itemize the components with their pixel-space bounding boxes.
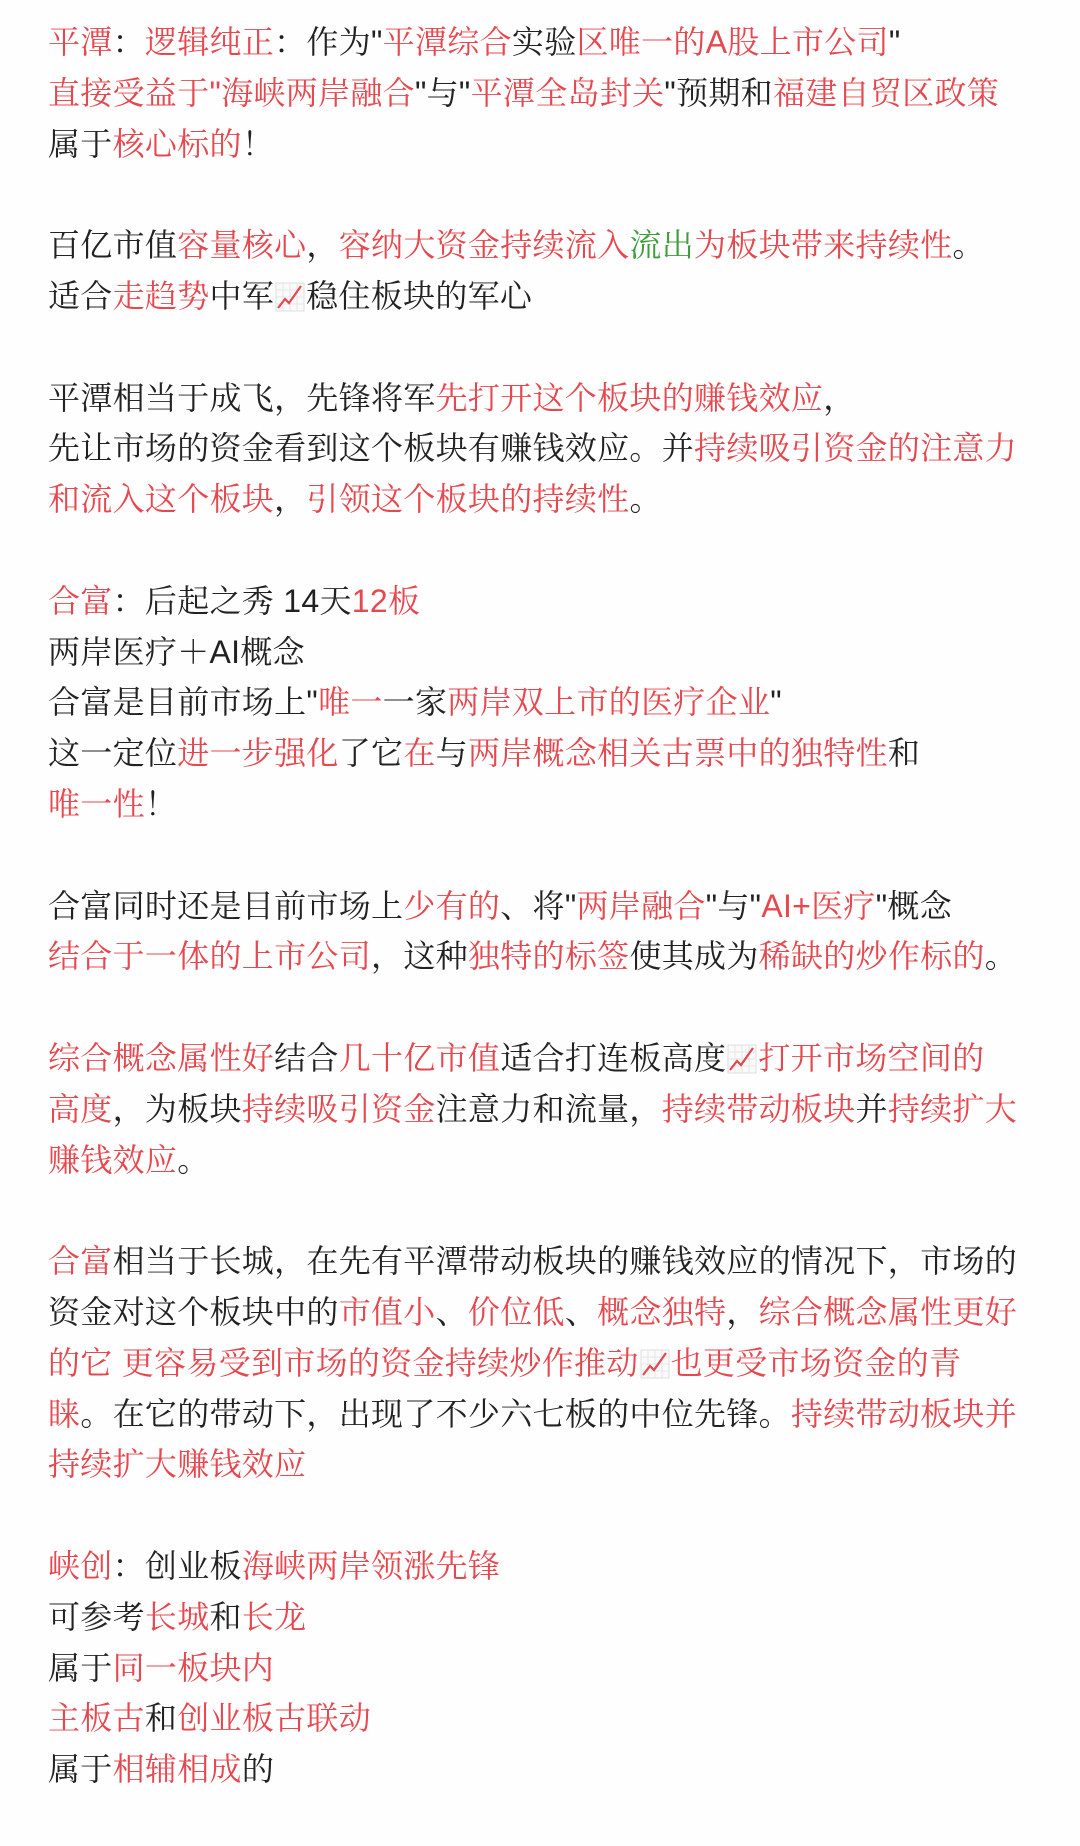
- highlight-text: 容量核心: [177, 227, 307, 264]
- body-text: 和: [144, 1700, 178, 1737]
- text-line: [48, 68, 1038, 119]
- body-text: 相当于长城，在先有平潭带动板块的赚钱效应的情况下，市场的: [112, 1243, 1018, 1280]
- body-text: 了它: [338, 735, 404, 772]
- body-text: 注意力和流量，: [435, 1090, 662, 1127]
- highlight-text: 合富: [48, 582, 113, 619]
- body-text: 属于: [48, 1751, 113, 1788]
- paragraph: [48, 1541, 1038, 1795]
- highlight-text: 主板古: [48, 1700, 145, 1737]
- text-line: [48, 474, 1038, 525]
- body-text: ！: [144, 785, 178, 822]
- body-text: 、: [435, 1293, 468, 1330]
- highlight-text: 持续扩大: [887, 1090, 1018, 1127]
- highlight-text: 逻辑纯正: [144, 24, 275, 60]
- body-text: 一家: [382, 684, 448, 721]
- body-text: ，: [823, 379, 856, 416]
- body-text: 。: [984, 938, 1018, 975]
- text-line: [48, 576, 1038, 627]
- text-line: [48, 1236, 1038, 1287]
- chart-increasing-icon: [727, 1039, 757, 1071]
- body-text: 。在它的带动下，出现了不少六七板的中位先锋。: [80, 1395, 791, 1432]
- highlight-text: 稀缺的炒作标的: [758, 938, 985, 975]
- text-line: [48, 17, 1038, 68]
- text-line: [48, 779, 1038, 830]
- highlight-text: 独特的标签: [467, 938, 630, 975]
- highlight-text: 先打开这个板块的赚钱效应: [435, 379, 824, 416]
- highlight-text: 睐: [48, 1395, 81, 1432]
- body-text: 属于: [48, 125, 113, 162]
- highlight-text: 为板块带来持续性: [694, 227, 953, 264]
- text-line: [48, 627, 1038, 678]
- highlight-text: 持续带动板块并: [790, 1395, 1018, 1432]
- text-line: [48, 1592, 1038, 1643]
- text-line: [48, 728, 1038, 779]
- text-line: [48, 1643, 1038, 1694]
- text-line: [48, 1744, 1038, 1795]
- highlight-text: 综合概念属性更好: [758, 1293, 1018, 1330]
- text-line: [48, 1541, 1038, 1592]
- highlight-text: 海峡两岸领涨先锋: [241, 1547, 501, 1584]
- body-text: ：作为": [274, 24, 383, 60]
- body-text: 。: [952, 227, 985, 264]
- paragraph: [48, 17, 1038, 169]
- body-text: 平潭相当于成飞，先锋将军: [48, 379, 436, 416]
- highlight-text: 持续带动板块: [661, 1090, 856, 1127]
- body-text: 稳住板块的军心: [306, 277, 533, 314]
- highlight-text: 概念独特: [597, 1293, 727, 1330]
- paragraph: [48, 1033, 1038, 1185]
- body-text: 、: [564, 1293, 598, 1330]
- body-text: 、将": [500, 887, 577, 924]
- highlight-text: 平潭全岛封关: [470, 74, 665, 111]
- chart-increasing-icon: [640, 1344, 670, 1376]
- body-text: 和: [887, 735, 921, 772]
- highlight-text: 核心标的: [112, 125, 242, 162]
- text-line: [48, 1287, 1038, 1338]
- body-text: "概念: [875, 887, 953, 924]
- highlight-text: 结合于一体的上市公司: [48, 938, 372, 975]
- body-text: 的: [241, 1751, 275, 1788]
- highlight-text: 容纳大资金持续流入: [338, 227, 630, 264]
- highlight-text: 长龙: [241, 1598, 307, 1635]
- highlight-text: 12板: [351, 582, 421, 619]
- highlight-text: 进一步强化: [177, 735, 339, 772]
- body-text: 和: [209, 1598, 242, 1635]
- body-text: 属于: [48, 1649, 113, 1686]
- highlight-text: 唯一: [318, 684, 383, 721]
- body-text: ": [770, 684, 782, 721]
- text-line: [48, 423, 1038, 474]
- text-line: [48, 931, 1038, 982]
- paragraph: [48, 576, 1038, 830]
- text-line: [48, 1338, 1038, 1389]
- body-text: ：: [112, 24, 145, 60]
- body-text: 可参考: [48, 1598, 145, 1635]
- paragraph: [48, 373, 1038, 525]
- highlight-text: 少有的: [403, 887, 501, 924]
- text-line: [48, 677, 1038, 728]
- highlight-text: 峡创: [48, 1547, 113, 1584]
- body-text: ，: [726, 1293, 759, 1330]
- body-text: 。: [177, 1141, 210, 1178]
- highlight-text: 区唯一的A股上市公司: [576, 24, 889, 60]
- text-line: [48, 373, 1038, 424]
- highlight-text: 合富: [48, 1243, 113, 1280]
- highlight-text: 赚钱效应: [48, 1141, 178, 1178]
- text-line: [48, 1084, 1038, 1135]
- green-highlight-text: 流出: [629, 227, 695, 264]
- body-text: ！: [241, 125, 275, 162]
- highlight-text: 唯一性: [48, 785, 145, 822]
- highlight-text: 综合概念属性好: [48, 1039, 275, 1076]
- body-text: ，这种: [371, 938, 468, 975]
- highlight-text: 市值小: [338, 1293, 436, 1330]
- body-text: ，: [274, 481, 307, 518]
- highlight-text: 也更受市场资金的青: [670, 1344, 962, 1381]
- body-text: ": [888, 24, 901, 60]
- text-line: [48, 1135, 1038, 1186]
- body-text: ：后起之秀 14天: [112, 582, 352, 619]
- highlight-text: 创业板古联动: [177, 1700, 372, 1737]
- highlight-text: 引领这个板块的持续性: [306, 481, 630, 518]
- text-line: [48, 1033, 1038, 1084]
- text-line: [48, 271, 1038, 322]
- highlight-text: 两岸概念相关古票中的独特性: [467, 735, 888, 772]
- body-text: 结合: [274, 1039, 339, 1076]
- body-text: 并: [855, 1090, 888, 1127]
- body-text: ：创业板: [112, 1547, 242, 1584]
- paragraph: [48, 881, 1038, 983]
- body-text: 。: [629, 481, 662, 518]
- highlight-text: 长城: [144, 1598, 210, 1635]
- paragraph: [48, 1236, 1038, 1490]
- highlight-text: 打开市场空间的: [758, 1039, 985, 1076]
- body-text: 这一定位: [48, 735, 178, 772]
- highlight-text: 平潭: [48, 24, 113, 60]
- body-text: ，为板块: [112, 1090, 242, 1127]
- highlight-text: 同一板块内: [112, 1649, 275, 1686]
- highlight-text: 在: [403, 735, 436, 772]
- text-line: [48, 1439, 1038, 1490]
- body-text: 两岸医疗＋AI概念: [48, 633, 305, 670]
- body-text: ，: [306, 227, 339, 264]
- highlight-text: 持续扩大赚钱效应: [48, 1446, 307, 1483]
- body-text: 先让市场的资金看到这个板块有赚钱效应。并: [48, 430, 695, 467]
- body-text: 资金对这个板块中的: [48, 1293, 339, 1330]
- body-text: 合富是目前市场上": [48, 684, 319, 721]
- text-line: [48, 1693, 1038, 1744]
- chart-increasing-icon: [275, 277, 305, 309]
- body-text: 适合: [48, 277, 113, 314]
- body-text: "与": [414, 74, 471, 111]
- highlight-text: 两岸双上市的医疗企业: [447, 684, 771, 721]
- highlight-text: 走趋势: [112, 277, 210, 314]
- text-line: [48, 220, 1038, 271]
- body-text: 百亿市值: [48, 227, 178, 264]
- body-text: 适合打连板高度: [500, 1039, 727, 1076]
- text-line: [48, 1389, 1038, 1440]
- highlight-text: 两岸融合: [576, 887, 706, 924]
- body-text: 与: [435, 735, 468, 772]
- text-line: [48, 881, 1038, 932]
- highlight-text: 平潭综合: [382, 24, 512, 60]
- highlight-text: 福建自贸区政策: [772, 74, 1000, 111]
- paragraph: [48, 220, 1038, 322]
- body-text: 中军: [209, 277, 275, 314]
- body-text: "与": [705, 887, 762, 924]
- post-body: [48, 17, 1038, 1846]
- highlight-text: 持续吸引资金的注意力: [694, 430, 1018, 467]
- body-text: "预期和: [664, 74, 773, 111]
- text-line: [48, 119, 1038, 170]
- highlight-text: 高度: [48, 1090, 113, 1127]
- body-text: 使其成为: [629, 938, 759, 975]
- highlight-text: 持续吸引资金: [241, 1090, 436, 1127]
- highlight-text: 价位低: [467, 1293, 565, 1330]
- body-text: 实验: [511, 24, 577, 60]
- highlight-text: 几十亿市值: [338, 1039, 501, 1076]
- highlight-text: 相辅相成: [112, 1751, 242, 1788]
- highlight-text: AI+医疗: [761, 887, 876, 924]
- highlight-text: 的它 更容易受到市场的资金持续炒作推动: [48, 1344, 639, 1381]
- highlight-text: 和流入这个板块: [48, 481, 275, 518]
- highlight-text: 直接受益于"海峡两岸融合: [48, 74, 415, 111]
- body-text: 合富同时还是目前市场上: [48, 887, 404, 924]
